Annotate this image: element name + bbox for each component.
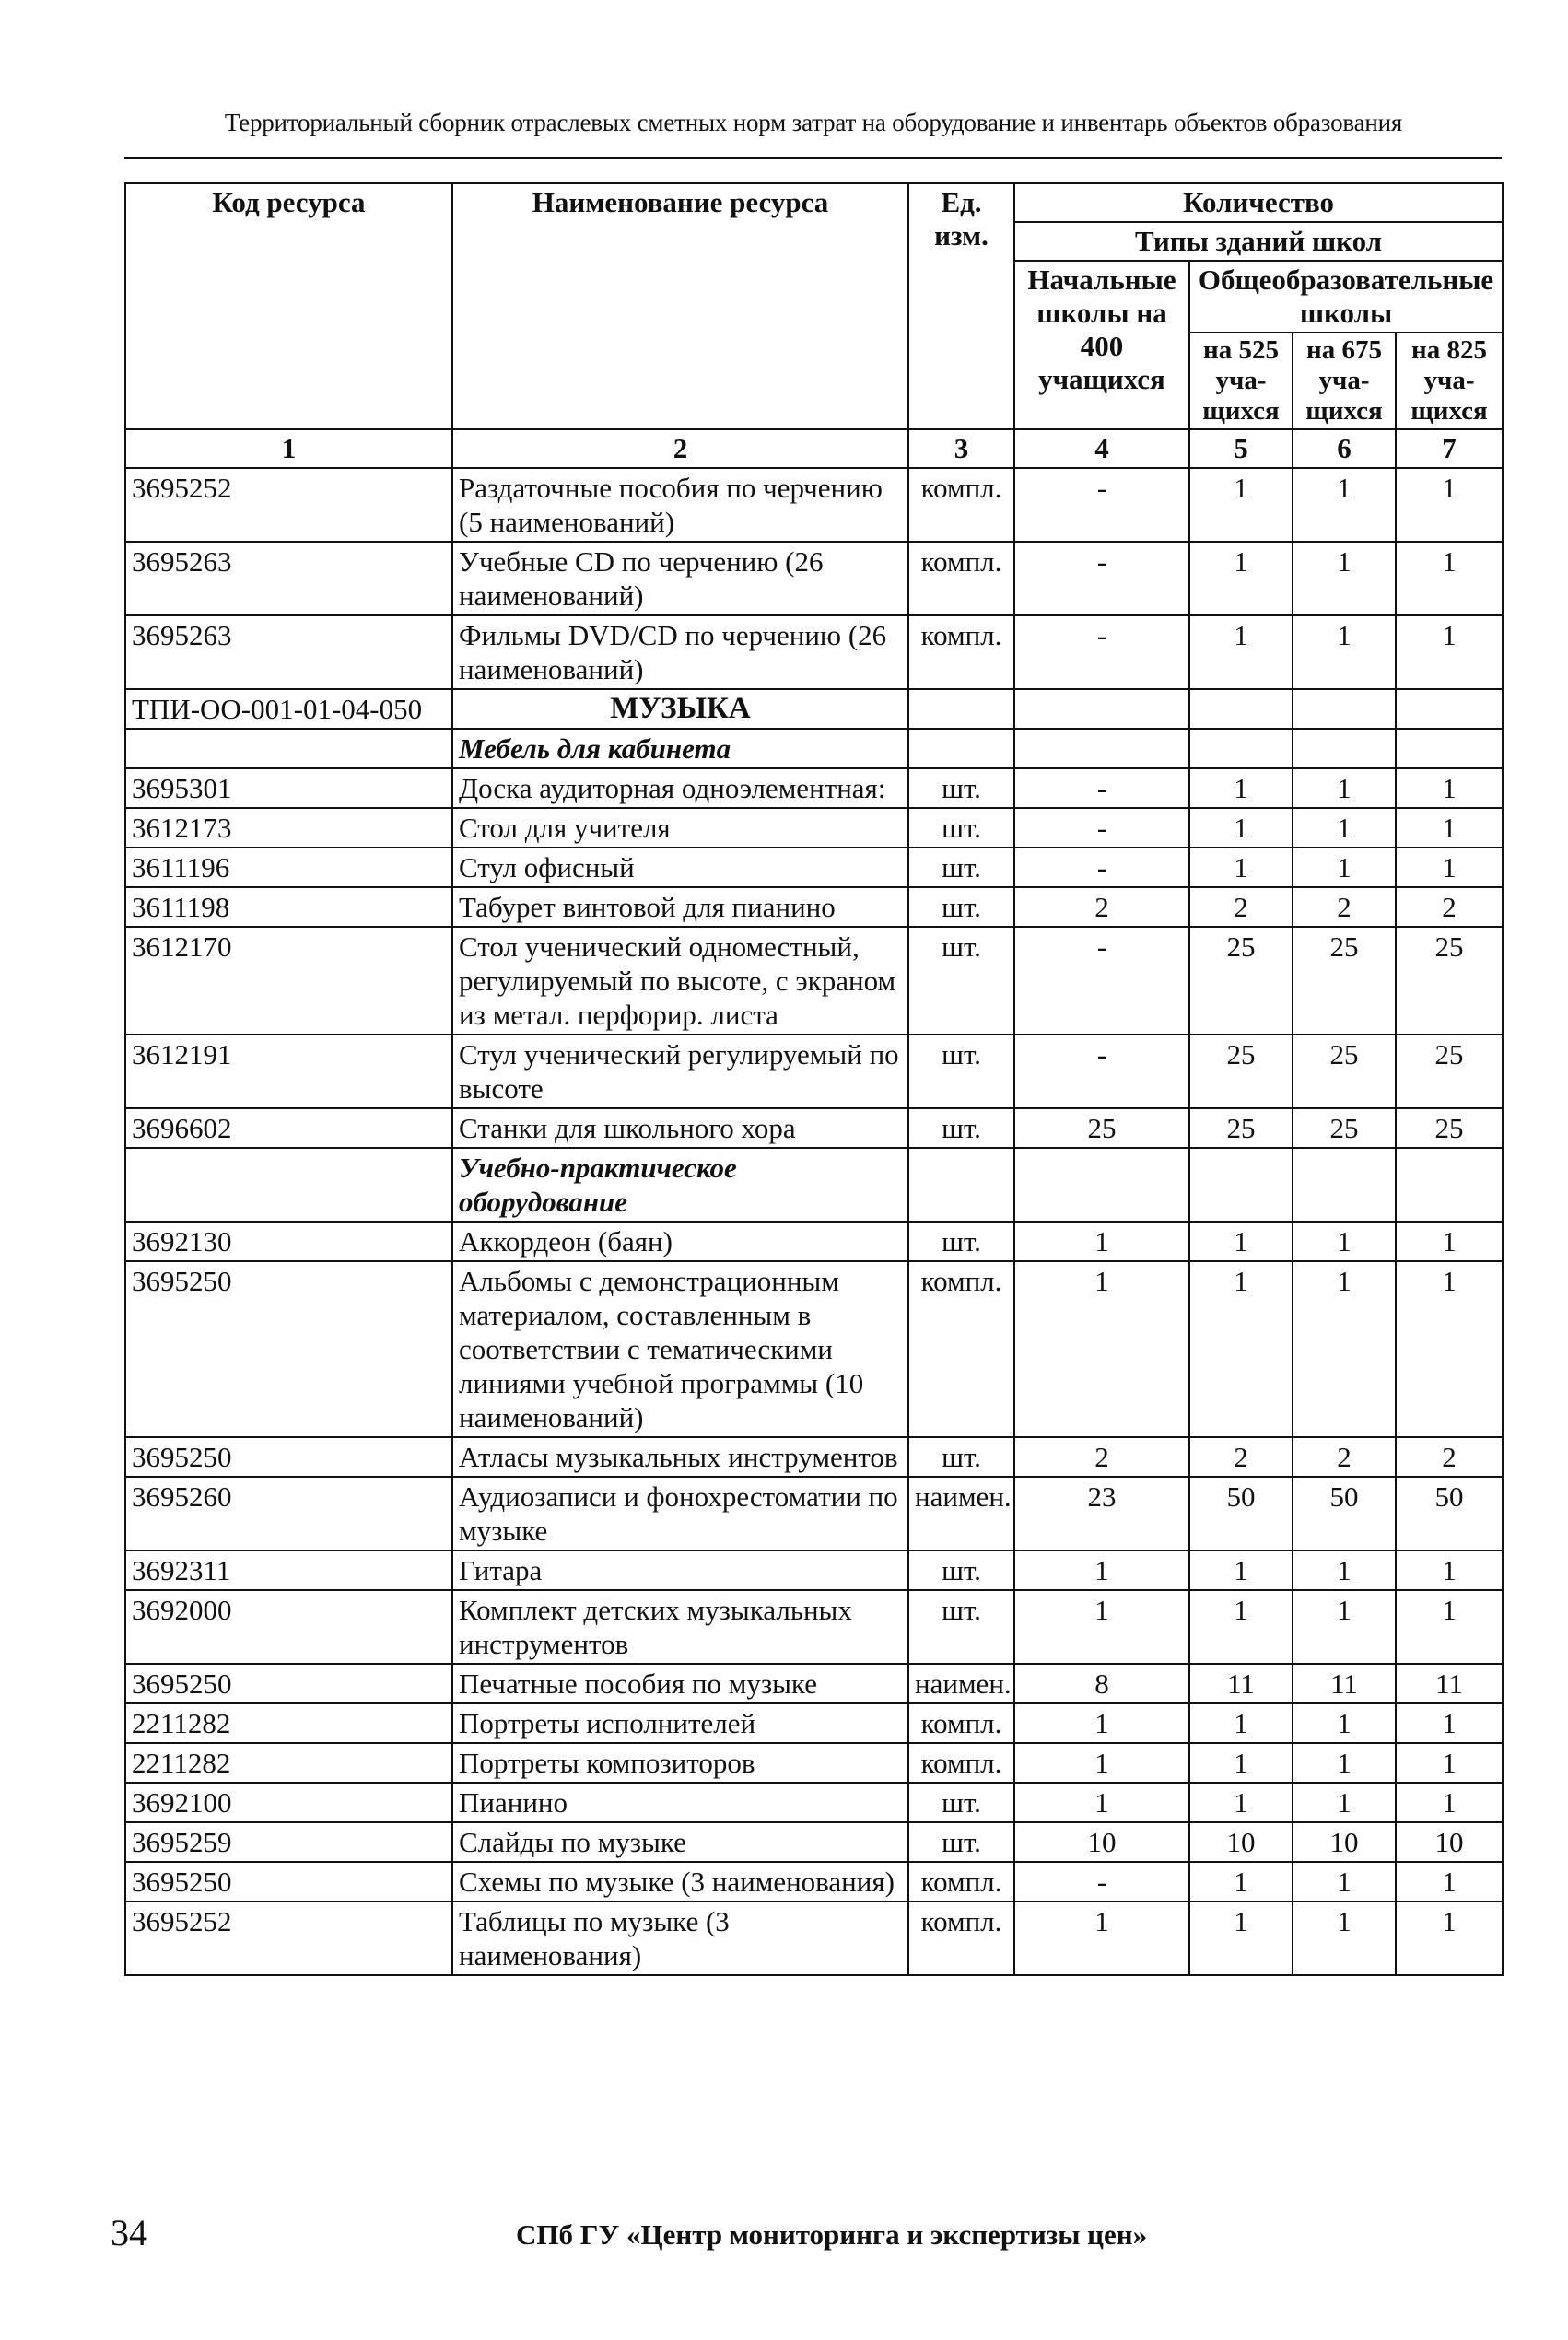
qty-general-675: 2	[1293, 1437, 1396, 1477]
header-building-types: Типы зданий школ	[1014, 222, 1503, 261]
qty-general-825: 11	[1396, 1664, 1503, 1703]
qty-general-525: 1	[1189, 1550, 1293, 1590]
unit-of-measure: шт.	[908, 848, 1014, 887]
resource-name: Комплект детских музыкальных инструментов	[452, 1590, 908, 1664]
header-code: Код ресурса	[125, 183, 452, 429]
qty-primary-400: 1	[1014, 1783, 1189, 1822]
resource-code: 3611198	[125, 887, 452, 927]
unit-of-measure: шт.	[908, 887, 1014, 927]
resource-name: Схемы по музыке (3 наименования)	[452, 1862, 908, 1901]
qty-primary-400: -	[1014, 1862, 1189, 1901]
qty-primary-400: 1	[1014, 1590, 1189, 1664]
header-rule	[124, 157, 1502, 159]
qty-general-675: 1	[1293, 1862, 1396, 1901]
qty-general-525: 1	[1189, 1862, 1293, 1901]
resource-name: Печатные пособия по музыке	[452, 1664, 908, 1703]
qty-general-525: 1	[1189, 1783, 1293, 1822]
qty-primary-400: -	[1014, 808, 1189, 848]
table-row	[125, 615, 1503, 689]
qty-general-675	[1293, 1148, 1396, 1222]
table-row	[125, 1108, 1503, 1148]
qty-general-525: 1	[1189, 1901, 1293, 1975]
unit-of-measure: шт.	[908, 1437, 1014, 1477]
qty-primary-400: 2	[1014, 887, 1189, 927]
unit-of-measure: шт.	[908, 1108, 1014, 1148]
qty-general-825: 1	[1396, 1783, 1503, 1822]
table-row	[125, 808, 1503, 848]
qty-primary-400	[1014, 689, 1189, 729]
table-row	[125, 1035, 1503, 1108]
qty-primary-400: -	[1014, 927, 1189, 1035]
table-row	[125, 1437, 1503, 1477]
qty-general-675	[1293, 729, 1396, 768]
qty-general-675: 10	[1293, 1822, 1396, 1862]
column-number: 2	[452, 429, 908, 468]
table-row	[125, 927, 1503, 1035]
qty-general-525: 25	[1189, 927, 1293, 1035]
unit-of-measure: шт.	[908, 768, 1014, 808]
qty-primary-400: -	[1014, 848, 1189, 887]
qty-general-825: 1	[1396, 1590, 1503, 1664]
column-number: 3	[908, 429, 1014, 468]
table-row	[125, 1703, 1503, 1743]
table-row	[125, 542, 1503, 615]
qty-general-525: 25	[1189, 1108, 1293, 1148]
qty-general-675: 1	[1293, 1590, 1396, 1664]
qty-general-675: 25	[1293, 927, 1396, 1035]
qty-general-675: 1	[1293, 1783, 1396, 1822]
qty-primary-400: 25	[1014, 1108, 1189, 1148]
qty-general-525	[1189, 689, 1293, 729]
qty-general-525: 25	[1189, 1035, 1293, 1108]
qty-general-525: 2	[1189, 1437, 1293, 1477]
qty-general-825: 1	[1396, 1901, 1503, 1975]
table-row	[125, 1743, 1503, 1783]
qty-general-525: 1	[1189, 615, 1293, 689]
resource-code: 3695250	[125, 1862, 452, 1901]
qty-general-825: 1	[1396, 468, 1503, 542]
resource-name: Атласы музыкальных инструментов	[452, 1437, 908, 1477]
resource-name: Учебно-практическое оборудование	[452, 1148, 908, 1222]
unit-of-measure: компл.	[908, 542, 1014, 615]
column-number: 5	[1189, 429, 1293, 468]
resource-name: Станки для школьного хора	[452, 1108, 908, 1148]
qty-general-525: 1	[1189, 808, 1293, 848]
resource-name: Альбомы с демонстрационным материалом, составленным в соответствии с тематическими линиями учебной программы (10 наименований)	[452, 1261, 908, 1437]
unit-of-measure: шт.	[908, 927, 1014, 1035]
table-row	[125, 887, 1503, 927]
resource-code: 3695260	[125, 1477, 452, 1550]
qty-general-825: 1	[1396, 1222, 1503, 1261]
page-footer: СПб ГУ «Центр мониторинга и экспертизы цен»	[516, 2218, 1148, 2251]
header-general-schools: Общеобразовательные школы	[1189, 261, 1503, 333]
qty-general-825: 1	[1396, 1550, 1503, 1590]
header-primary-schools: Начальные школы на 400 учащихся	[1014, 261, 1189, 429]
qty-primary-400: 1	[1014, 1550, 1189, 1590]
resource-name: Табурет винтовой для пианино	[452, 887, 908, 927]
resource-code: 3695263	[125, 542, 452, 615]
unit-of-measure	[908, 689, 1014, 729]
qty-general-825: 1	[1396, 1703, 1503, 1743]
unit-of-measure: наимен.	[908, 1477, 1014, 1550]
qty-general-525: 50	[1189, 1477, 1293, 1550]
resource-name: Гитара	[452, 1550, 908, 1590]
table-row	[125, 1261, 1503, 1437]
qty-general-825: 25	[1396, 1108, 1503, 1148]
column-number: 7	[1396, 429, 1503, 468]
resource-name: Портреты композиторов	[452, 1743, 908, 1783]
qty-primary-400: 1	[1014, 1222, 1189, 1261]
table-row	[125, 1822, 1503, 1862]
table-row	[125, 729, 1503, 768]
resource-table	[124, 182, 1504, 1976]
qty-primary-400: 1	[1014, 1901, 1189, 1975]
qty-primary-400: 1	[1014, 1703, 1189, 1743]
qty-general-525: 1	[1189, 848, 1293, 887]
resource-name: МУЗЫКА	[452, 689, 908, 729]
resource-name: Аккордеон (баян)	[452, 1222, 908, 1261]
resource-name: Доска аудиторная одноэлементная:	[452, 768, 908, 808]
qty-general-825: 25	[1396, 927, 1503, 1035]
qty-general-675: 25	[1293, 1108, 1396, 1148]
qty-general-825: 1	[1396, 808, 1503, 848]
qty-general-825: 1	[1396, 542, 1503, 615]
qty-general-525: 2	[1189, 887, 1293, 927]
resource-code: 3692100	[125, 1783, 452, 1822]
header-name: Наименование ресурса	[452, 183, 908, 429]
qty-primary-400: 10	[1014, 1822, 1189, 1862]
resource-name: Раздаточные пособия по черчению (5 наименований)	[452, 468, 908, 542]
qty-general-675: 1	[1293, 1222, 1396, 1261]
qty-general-675: 1	[1293, 1703, 1396, 1743]
qty-general-675: 50	[1293, 1477, 1396, 1550]
table-row	[125, 848, 1503, 887]
unit-of-measure: компл.	[908, 1743, 1014, 1783]
qty-primary-400: -	[1014, 1035, 1189, 1108]
table-row	[125, 468, 1503, 542]
qty-general-825: 10	[1396, 1822, 1503, 1862]
qty-general-525	[1189, 1148, 1293, 1222]
resource-code: 3695250	[125, 1664, 452, 1703]
table-row	[125, 1664, 1503, 1703]
table-row	[125, 689, 1503, 729]
column-number: 1	[125, 429, 452, 468]
qty-general-525	[1189, 729, 1293, 768]
unit-of-measure: компл.	[908, 1862, 1014, 1901]
qty-general-525: 1	[1189, 542, 1293, 615]
unit-of-measure: шт.	[908, 1822, 1014, 1862]
qty-primary-400: 8	[1014, 1664, 1189, 1703]
resource-code: 3695259	[125, 1822, 452, 1862]
qty-primary-400	[1014, 729, 1189, 768]
qty-general-825: 1	[1396, 1743, 1503, 1783]
resource-code: 3692130	[125, 1222, 452, 1261]
qty-general-675: 1	[1293, 615, 1396, 689]
unit-of-measure: шт.	[908, 1783, 1014, 1822]
unit-of-measure: компл.	[908, 615, 1014, 689]
column-numbers-row	[125, 429, 1503, 468]
table-row	[125, 1901, 1503, 1975]
resource-code: 2211282	[125, 1703, 452, 1743]
qty-general-825	[1396, 689, 1503, 729]
qty-general-825: 1	[1396, 768, 1503, 808]
table-row	[125, 1783, 1503, 1822]
table-row	[125, 768, 1503, 808]
resource-code: 3611196	[125, 848, 452, 887]
unit-of-measure: компл.	[908, 1703, 1014, 1743]
qty-general-825: 1	[1396, 848, 1503, 887]
qty-general-825: 25	[1396, 1035, 1503, 1108]
header-quantity: Количество	[1014, 183, 1503, 222]
qty-general-525: 11	[1189, 1664, 1293, 1703]
qty-general-675: 1	[1293, 542, 1396, 615]
qty-general-525: 1	[1189, 1590, 1293, 1664]
qty-general-525: 1	[1189, 768, 1293, 808]
resource-code: 3695252	[125, 468, 452, 542]
qty-general-675	[1293, 689, 1396, 729]
qty-primary-400: 23	[1014, 1477, 1189, 1550]
resource-name: Стул ученический регулируемый по высоте	[452, 1035, 908, 1108]
resource-name: Пианино	[452, 1783, 908, 1822]
resource-code	[125, 1148, 452, 1222]
header-675: на 675 уча-щихся	[1293, 333, 1396, 429]
table-row	[125, 1862, 1503, 1901]
qty-general-825: 2	[1396, 887, 1503, 927]
resource-name: Аудиозаписи и фонохрестоматии по музыке	[452, 1477, 908, 1550]
qty-general-675: 1	[1293, 768, 1396, 808]
resource-code: 3612191	[125, 1035, 452, 1108]
resource-name: Стол для учителя	[452, 808, 908, 848]
column-number: 6	[1293, 429, 1396, 468]
unit-of-measure: шт.	[908, 1222, 1014, 1261]
resource-code: 3692000	[125, 1590, 452, 1664]
unit-of-measure: шт.	[908, 1035, 1014, 1108]
qty-primary-400: -	[1014, 615, 1189, 689]
page-header: Территориальный сборник отраслевых сметных норм затрат на оборудование и инвентарь объектов образования	[224, 109, 1403, 136]
qty-general-675: 1	[1293, 1261, 1396, 1437]
qty-general-825	[1396, 1148, 1503, 1222]
unit-of-measure: компл.	[908, 1901, 1014, 1975]
qty-primary-400: -	[1014, 468, 1189, 542]
resource-code: 3696602	[125, 1108, 452, 1148]
qty-general-675: 1	[1293, 848, 1396, 887]
column-number: 4	[1014, 429, 1189, 468]
qty-general-825: 1	[1396, 1862, 1503, 1901]
resource-name: Портреты исполнителей	[452, 1703, 908, 1743]
header-525: на 525 уча-щихся	[1189, 333, 1293, 429]
qty-general-675: 11	[1293, 1664, 1396, 1703]
resource-code: 3612173	[125, 808, 452, 848]
resource-code: ТПИ-ОО-001-01-04-050	[125, 689, 452, 729]
qty-general-525: 1	[1189, 1261, 1293, 1437]
qty-general-675: 1	[1293, 808, 1396, 848]
table-row	[125, 1148, 1503, 1222]
qty-primary-400: 2	[1014, 1437, 1189, 1477]
resource-name: Слайды по музыке	[452, 1822, 908, 1862]
qty-general-825: 2	[1396, 1437, 1503, 1477]
qty-general-825: 1	[1396, 1261, 1503, 1437]
table-body	[125, 468, 1503, 1975]
resource-code: 3695263	[125, 615, 452, 689]
qty-general-675: 2	[1293, 887, 1396, 927]
resource-name: Стул офисный	[452, 848, 908, 887]
unit-of-measure	[908, 729, 1014, 768]
resource-code: 3695301	[125, 768, 452, 808]
qty-general-525: 1	[1189, 1743, 1293, 1783]
unit-of-measure: компл.	[908, 468, 1014, 542]
resource-name: Мебель для кабинета	[452, 729, 908, 768]
resource-code: 3612170	[125, 927, 452, 1035]
qty-general-825: 50	[1396, 1477, 1503, 1550]
resource-code: 3695250	[125, 1261, 452, 1437]
unit-of-measure: шт.	[908, 1550, 1014, 1590]
table-row	[125, 1590, 1503, 1664]
unit-of-measure: наимен.	[908, 1664, 1014, 1703]
qty-primary-400: -	[1014, 542, 1189, 615]
qty-primary-400: -	[1014, 768, 1189, 808]
qty-general-675: 1	[1293, 1743, 1396, 1783]
qty-general-525: 10	[1189, 1822, 1293, 1862]
qty-general-675: 1	[1293, 468, 1396, 542]
resource-name: Учебные CD по черчению (26 наименований)	[452, 542, 908, 615]
header-825: на 825 уча-щихся	[1396, 333, 1503, 429]
resource-code: 3695250	[125, 1437, 452, 1477]
qty-general-825	[1396, 729, 1503, 768]
resource-code: 3695252	[125, 1901, 452, 1975]
page-number: 34	[111, 2212, 147, 2253]
qty-general-525: 1	[1189, 1703, 1293, 1743]
resource-name: Таблицы по музыке (3 наименования)	[452, 1901, 908, 1975]
unit-of-measure	[908, 1148, 1014, 1222]
unit-of-measure: компл.	[908, 1261, 1014, 1437]
qty-general-675: 25	[1293, 1035, 1396, 1108]
qty-general-675: 1	[1293, 1901, 1396, 1975]
table-row	[125, 1550, 1503, 1590]
resource-code: 2211282	[125, 1743, 452, 1783]
qty-general-675: 1	[1293, 1550, 1396, 1590]
qty-general-825: 1	[1396, 615, 1503, 689]
qty-general-525: 1	[1189, 1222, 1293, 1261]
unit-of-measure: шт.	[908, 1590, 1014, 1664]
table-row	[125, 1222, 1503, 1261]
qty-primary-400: 1	[1014, 1261, 1189, 1437]
qty-primary-400	[1014, 1148, 1189, 1222]
table-row	[125, 1477, 1503, 1550]
qty-general-525: 1	[1189, 468, 1293, 542]
resource-code	[125, 729, 452, 768]
qty-primary-400: 1	[1014, 1743, 1189, 1783]
resource-name: Фильмы DVD/CD по черчению (26 наименований)	[452, 615, 908, 689]
resource-code: 3692311	[125, 1550, 452, 1590]
resource-name: Стол ученический одноместный, регулируемый по высоте, с экраном из метал. перфорир. листа	[452, 927, 908, 1035]
unit-of-measure: шт.	[908, 808, 1014, 848]
header-unit: Ед. изм.	[908, 183, 1014, 429]
